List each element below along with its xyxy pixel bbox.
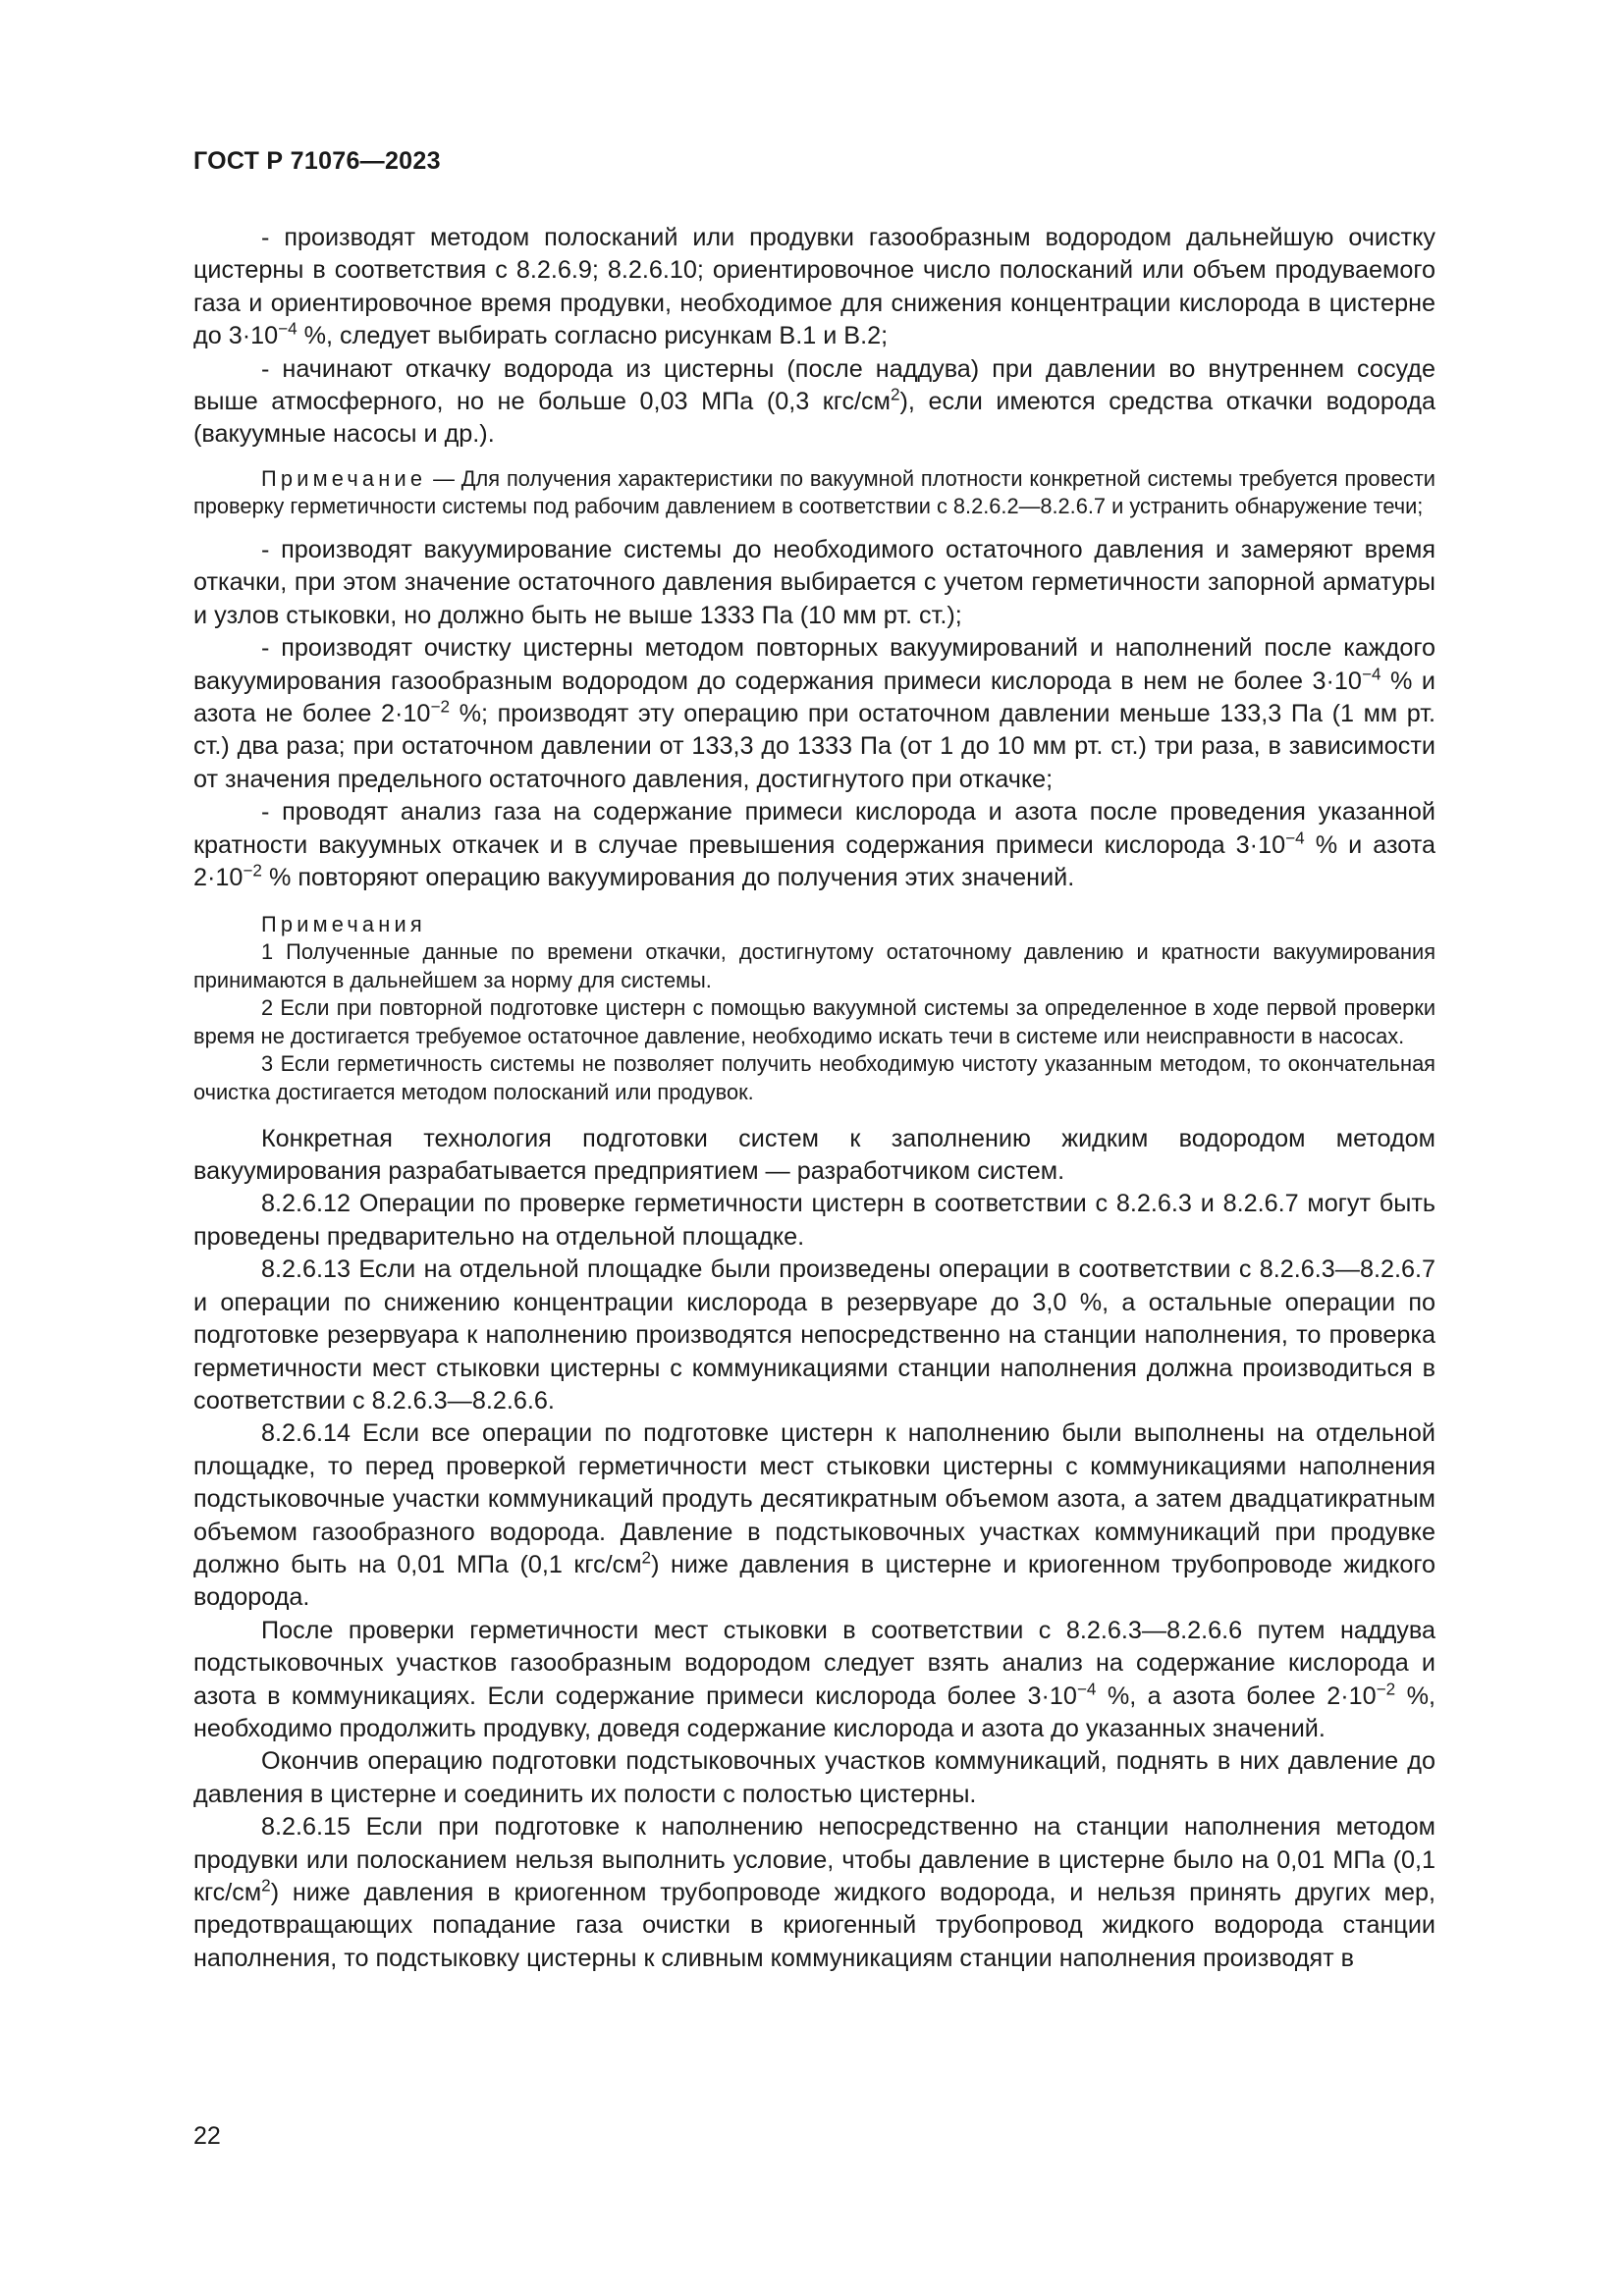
text-run: 8.2.6.14 Если все операции по подготовке цистерн к наполнению были выполнены на отдельной площадке, то перед проверкой герметичности мест стыковки цистерны с коммуникациями наполнения подстыковочные участки коммуникаций продуть десятикратным объемом азота, а затем двадцатикратным объемом газообразного водорода. Давление в подстыковочных участках коммуникаций при продувке должно быть на 0,01 МПа (0,1 кгс/см <box>193 1419 1435 1578</box>
exponent: −4 <box>1285 828 1305 848</box>
exponent: −4 <box>278 318 298 339</box>
text-run: - проводят анализ газа на содержание примеси кислорода и азота после проведения указанной кратности вакуумных откачек и в случае превышения содержания примеси кислорода 3·10 <box>193 798 1435 859</box>
text-run: %, необходимо продолжить продувку, доведя содержание кислорода и азота до указанных значений. <box>193 1682 1435 1742</box>
text-run: % и азота не более 2·10 <box>193 667 1436 728</box>
paragraph-8-2-6-12: 8.2.6.12 Операции по проверке герметичности цистерн в соответствии с 8.2.6.3 и 8.2.6.7 могут быть проведены предварительно на отдельной площадке. <box>193 1190 1435 1251</box>
paragraph-hydrogen-pumping <box>193 353 1435 452</box>
exponent: −2 <box>1376 1679 1396 1699</box>
text-run: ) ниже давления в цистерне и криогенном трубопроводе жидкого водорода. <box>193 1550 1435 1612</box>
text-run: %, а азота более 2·10 <box>1096 1682 1377 1710</box>
document-body <box>193 222 1435 1975</box>
text-run: - производят методом полосканий или продувки газообразным водородом дальнейшую очистку цистерны в соответствия с 8.2.6.9; 8.2.6.10; ориентировочное число полосканий или объем продуваемого газа и ориентировочное время продувки, необходимое для снижения концентрации кислорода в цистерне до 3·10 <box>193 224 1435 350</box>
text-run: - производят очистку цистерны методом повторных вакуумирований и наполнений после каждого вакуумирования газообразным водородом до содержания примеси кислорода в нем не более 3·10 <box>193 634 1435 695</box>
paragraph-evacuation: - производят вакуумирование системы до необходимого остаточного давления и замеряют время откачки, при этом значение остаточного давления выбирается с учетом герметичности запорной арматуры и узлов стыковки, но должно быть не выше 1333 Па (10 мм рт. ст.); <box>193 536 1435 629</box>
text-run: %; производят эту операцию при остаточном давлении меньше 133,3 Па (1 мм рт. ст.) два раза; при остаточном давлении от 133,3 до 1333 Па (от 1 до 10 мм рт. ст.) три раза, в зависимости от значения предельного остаточного давления, достигнутого при откачке; <box>193 700 1436 793</box>
note-text: — Для получения характеристики по вакуумной плотности конкретной системы требуется провести проверку герметичности системы под рабочим давлением в соответствии с 8.2.6.2—8.2.6.7 и устранить обнаружение течи; <box>193 465 1435 519</box>
text-run: ), если имеются средства откачки водорода (вакуумные насосы и др.). <box>193 388 1436 449</box>
paragraph-after-tightness-check <box>193 1615 1435 1746</box>
paragraph-8-2-6-13: 8.2.6.13 Если на отдельной площадке были произведены операции в соответствии с 8.2.6.3—8.2.6.7 и операции по снижению концентрации кислорода в резервуаре до 3,0 %, а остальные операции по подготовке резервуара к наполнению производятся непосредственно на станции наполнения, то проверка герметичности мест стыковки цистерны с коммуникациями станции наполнения должна производиться в соответствии с 8.2.6.3—8.2.6.6. <box>193 1255 1435 1415</box>
text-run: %, следует выбирать согласно рисункам В.1 и В.2; <box>297 322 889 350</box>
note-item-3: 3 Если герметичность системы не позволяет получить необходимую чистоту указанным методом, то окончательная очистка достигается методом полосканий или продувок. <box>193 1051 1435 1105</box>
text-run: ) ниже давления в криогенном трубопроводе жидкого водорода, и нельзя принять других мер, предотвращающих попадание газа очистки в криогенный трубопровод жидкого водорода станции наполнения, то подстыковку цистерны к сливным коммуникациям станции наполнения производят в <box>193 1879 1435 1972</box>
exponent: 2 <box>641 1547 652 1568</box>
paragraph-8-2-6-14 <box>193 1417 1435 1614</box>
note-item-2: 2 Если при повторной подготовке цистерн с помощью вакуумной системы за определенное в ходе первой проверки время не достигается требуемое остаточное давление, необходимо искать течи в системе или неисправности в насосах. <box>193 995 1435 1048</box>
paragraph-gas-analysis <box>193 796 1435 894</box>
note-vacuum-tightness <box>193 465 1435 521</box>
paragraph-technology: Конкретная технология подготовки систем к заполнению жидким водородом методом вакуумирования разрабатывается предприятием — разработчиком систем. <box>193 1124 1435 1186</box>
exponent: −4 <box>1076 1679 1097 1699</box>
page-number: 22 <box>193 2122 221 2150</box>
text-run: % и азота 2·10 <box>193 830 1435 892</box>
note-heading: Примечание <box>261 465 427 491</box>
exponent: −4 <box>1361 664 1381 684</box>
paragraph-repeated-evacuation <box>193 632 1435 796</box>
exponent: −2 <box>430 696 450 717</box>
paragraph-8-2-6-15 <box>193 1811 1435 1975</box>
paragraph-purge-cleaning <box>193 222 1435 353</box>
text-run: 8.2.6.15 Если при подготовке к наполнению непосредственно на станции наполнения методом продувки или полосканием нельзя выполнить условие, чтобы давление в цистерне было на 0,01 МПа (0,1 кгс/см <box>193 1813 1435 1906</box>
text-run: % повторяют операцию вакуумирования до получения этих значений. <box>261 864 1075 892</box>
text-run: После проверки герметичности мест стыковки в соответствии с 8.2.6.3—8.2.6.6 путем наддува подстыковочных участков газообразным водородом следует взять анализ на содержание кислорода и азота в коммуникациях. Если содержание примеси кислорода более 3·10 <box>193 1616 1435 1710</box>
notes-heading-text: Примечания <box>261 911 426 936</box>
exponent: 2 <box>261 1875 271 1896</box>
notes-heading <box>193 911 1435 939</box>
standard-header: ГОСТ Р 71076—2023 <box>193 147 441 175</box>
exponent: −2 <box>243 860 262 881</box>
note-item-1: 1 Полученные данные по времени откачки, достигнутому остаточному давлению и кратности вакуумирования принимаются в дальнейшем за норму для системы. <box>193 939 1435 992</box>
exponent: 2 <box>890 384 900 404</box>
paragraph-raise-pressure: Окончив операцию подготовки подстыковочных участков коммуникаций, поднять в них давление до давления в цистерне и соединить их полости с полостью цистерны. <box>193 1747 1435 1808</box>
text-run: - начинают откачку водорода из цистерны (после наддува) при давлении во внутреннем сосуде выше атмосферного, но не больше 0,03 МПа (0,3 кгс/см <box>193 354 1435 416</box>
